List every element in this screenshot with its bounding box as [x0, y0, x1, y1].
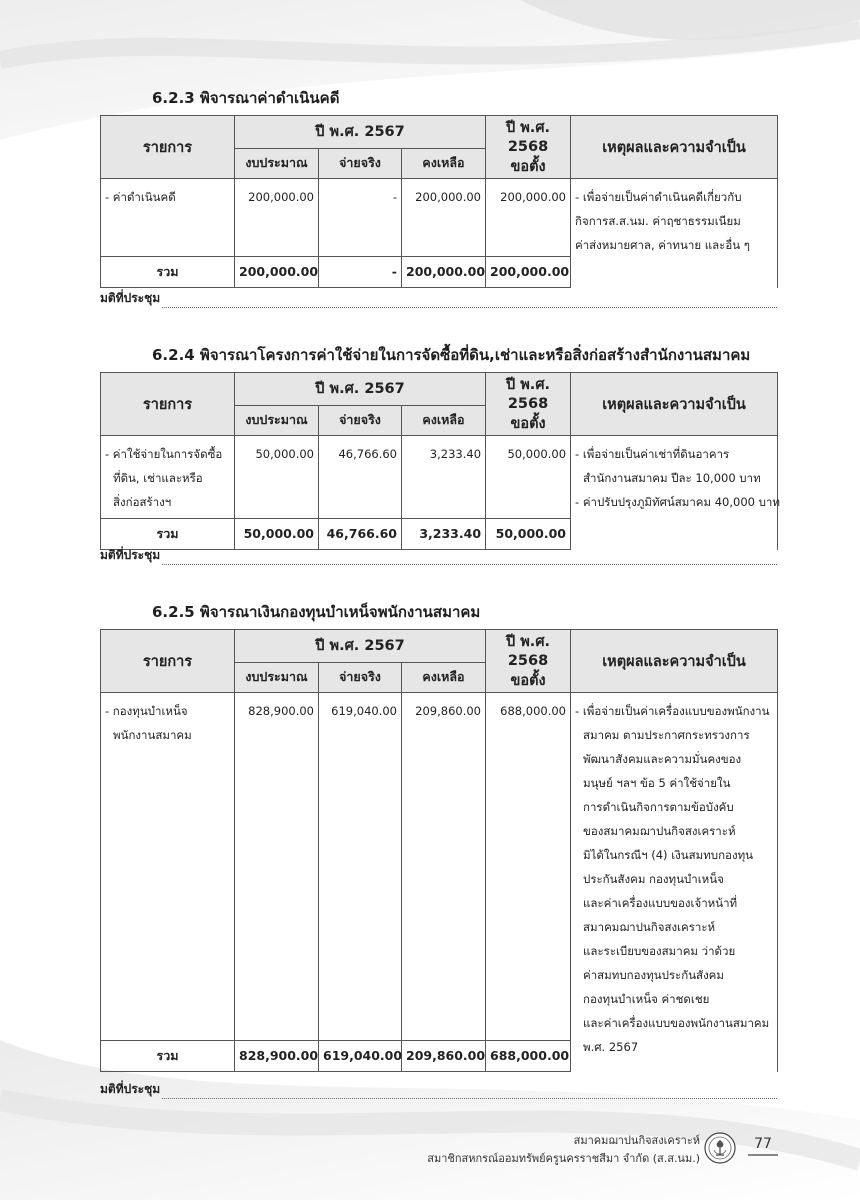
header-year-2568: ปี พ.ศ. 2568 ขอตั้ง — [486, 116, 571, 179]
total-label: รวม — [101, 257, 235, 288]
resolution-line-6-2-4 — [100, 546, 777, 565]
header-item: รายการ — [101, 373, 235, 436]
remaining-cell: 3,233.40 — [402, 436, 486, 519]
budget-table-6-2-4 — [100, 372, 778, 550]
budget-cell: 50,000.00 — [235, 436, 319, 519]
total-request: 688,000.00 — [486, 1041, 571, 1072]
total-budget: 200,000.00 — [235, 257, 319, 288]
resolution-line-6-2-5 — [100, 1080, 777, 1099]
section-title-6-2-3: 6.2.3 พิจารณาค่าดำเนินคดี — [152, 89, 340, 107]
request-cell: 688,000.00 — [486, 693, 571, 1041]
resolution-label: มติที่ประชุม — [100, 291, 161, 305]
remaining-cell: 209,860.00 — [402, 693, 486, 1041]
resolution-label: มติที่ประชุม — [100, 548, 161, 562]
header-year-2567: ปี พ.ศ. 2567 — [235, 630, 486, 663]
header-reason: เหตุผลและความจำเป็น — [571, 116, 778, 179]
total-budget: 50,000.00 — [235, 519, 319, 550]
budget-cell: 200,000.00 — [235, 179, 319, 257]
header-year-2567: ปี พ.ศ. 2567 — [235, 373, 486, 406]
header-budget: งบประมาณ — [235, 662, 319, 692]
budget-cell: 828,900.00 — [235, 693, 319, 1041]
total-actual: 619,040.00 — [319, 1041, 402, 1072]
header-year-2568: ปี พ.ศ. 2568 ขอตั้ง — [486, 630, 571, 693]
page-number: 77 — [748, 1136, 778, 1156]
header-actual: จ่ายจริง — [319, 662, 402, 692]
header-reason: เหตุผลและความจำเป็น — [571, 630, 778, 693]
table-row — [101, 693, 778, 1041]
item-cell: - ค่าดำเนินคดี — [101, 179, 235, 257]
reason-cell: - เพื่อจ่ายเป็นค่าดำเนินคดีเกี่ยวกับ กิจการส.ส.นม. ค่าฤชาธรรมเนียม ค่าส่งหมายศาล, ค่าทนาย และอื่น ๆ — [571, 179, 778, 288]
total-request: 50,000.00 — [486, 519, 571, 550]
table-row — [101, 436, 778, 519]
header-item: รายการ — [101, 630, 235, 693]
header-actual: จ่ายจริง — [319, 148, 402, 178]
association-seal-icon — [704, 1132, 736, 1164]
request-cell: 50,000.00 — [486, 436, 571, 519]
section-title-6-2-5: 6.2.5 พิจารณาเงินกองทุนบำเหน็จพนักงานสมาคม — [152, 603, 481, 621]
item-cell: - กองทุนบำเหน็จ พนักงานสมาคม — [101, 693, 235, 1041]
header-remaining: คงเหลือ — [402, 148, 486, 178]
budget-table-6-2-3 — [100, 115, 778, 288]
resolution-dotted-line — [162, 554, 777, 565]
header-budget: งบประมาณ — [235, 405, 319, 435]
resolution-dotted-line — [162, 297, 777, 308]
reason-cell: - เพื่อจ่ายเป็นค่าเครื่องแบบของพนักงาน สมาคม ตามประกาศกระทรวงการ พัฒนาสังคมและความมั่นคงของ มนุษย์ ฯลฯ ข้อ 5 ค่าใช้จ่ายใน การดำเนินกิจการตามข้อบังคับ ของสมาคมฌาปนกิจสงเคราะห์ มิได้ในกรณีฯ (4) เงินสมทบกองทุน ประกันสังคม กองทุนบำเหน็จ และค่าเครื่องแบบของเจ้าหน้าที่ สมาคมฌาปนกิจสงเคราะห์ และระเบียบของสมาคม ว่าด้วย ค่าสมทบกองทุนประกันสังคม กองทุนบำเหน็จ ค่าชดเชย และค่าเครื่องแบบของพนักงานสมาคม พ.ศ. 2567 — [571, 693, 778, 1072]
total-label: รวม — [101, 519, 235, 550]
reason-cell: - เพื่อจ่ายเป็นค่าเช่าที่ดินอาคาร สำนักงานสมาคม ปีละ 10,000 บาท - ค่าปรับปรุงภูมิทัศน์สมาคม 40,000 บาท — [571, 436, 778, 550]
item-cell: - ค่าใช้จ่ายในการจัดซื้อ ที่ดิน, เช่าและหรือ สิ่งก่อสร้างฯ — [101, 436, 235, 519]
footer-cooperative-name: สมาชิกสหกรณ์ออมทรัพย์ครูนครราชสีมา จำกัด (ส.ส.นม.) — [427, 1152, 700, 1165]
request-cell: 200,000.00 — [486, 179, 571, 257]
actual-cell: - — [319, 179, 402, 257]
total-actual: 46,766.60 — [319, 519, 402, 550]
remaining-cell: 200,000.00 — [402, 179, 486, 257]
header-reason: เหตุผลและความจำเป็น — [571, 373, 778, 436]
total-remaining: 200,000.00 — [402, 257, 486, 288]
total-remaining: 209,860.00 — [402, 1041, 486, 1072]
header-budget: งบประมาณ — [235, 148, 319, 178]
section-title-6-2-4: 6.2.4 พิจารณาโครงการค่าใช้จ่ายในการจัดซื้อที่ดิน,เช่าและหรือสิ่งก่อสร้างสำนักงานสมาคม — [152, 346, 751, 364]
header-item: รายการ — [101, 116, 235, 179]
resolution-label: มติที่ประชุม — [100, 1082, 161, 1096]
resolution-line-6-2-3 — [100, 289, 777, 308]
table-row — [101, 179, 778, 257]
total-actual: - — [319, 257, 402, 288]
header-remaining: คงเหลือ — [402, 662, 486, 692]
total-request: 200,000.00 — [486, 257, 571, 288]
header-year-2567: ปี พ.ศ. 2567 — [235, 116, 486, 149]
total-remaining: 3,233.40 — [402, 519, 486, 550]
budget-table-6-2-5 — [100, 629, 778, 1072]
resolution-dotted-line — [162, 1088, 777, 1099]
actual-cell: 619,040.00 — [319, 693, 402, 1041]
footer-association-name: สมาคมฌาปนกิจสงเคราะห์ — [573, 1134, 700, 1147]
actual-cell: 46,766.60 — [319, 436, 402, 519]
page-footer — [400, 1132, 700, 1168]
header-remaining: คงเหลือ — [402, 405, 486, 435]
header-actual: จ่ายจริง — [319, 405, 402, 435]
total-label: รวม — [101, 1041, 235, 1072]
total-budget: 828,900.00 — [235, 1041, 319, 1072]
header-year-2568: ปี พ.ศ. 2568 ขอตั้ง — [486, 373, 571, 436]
